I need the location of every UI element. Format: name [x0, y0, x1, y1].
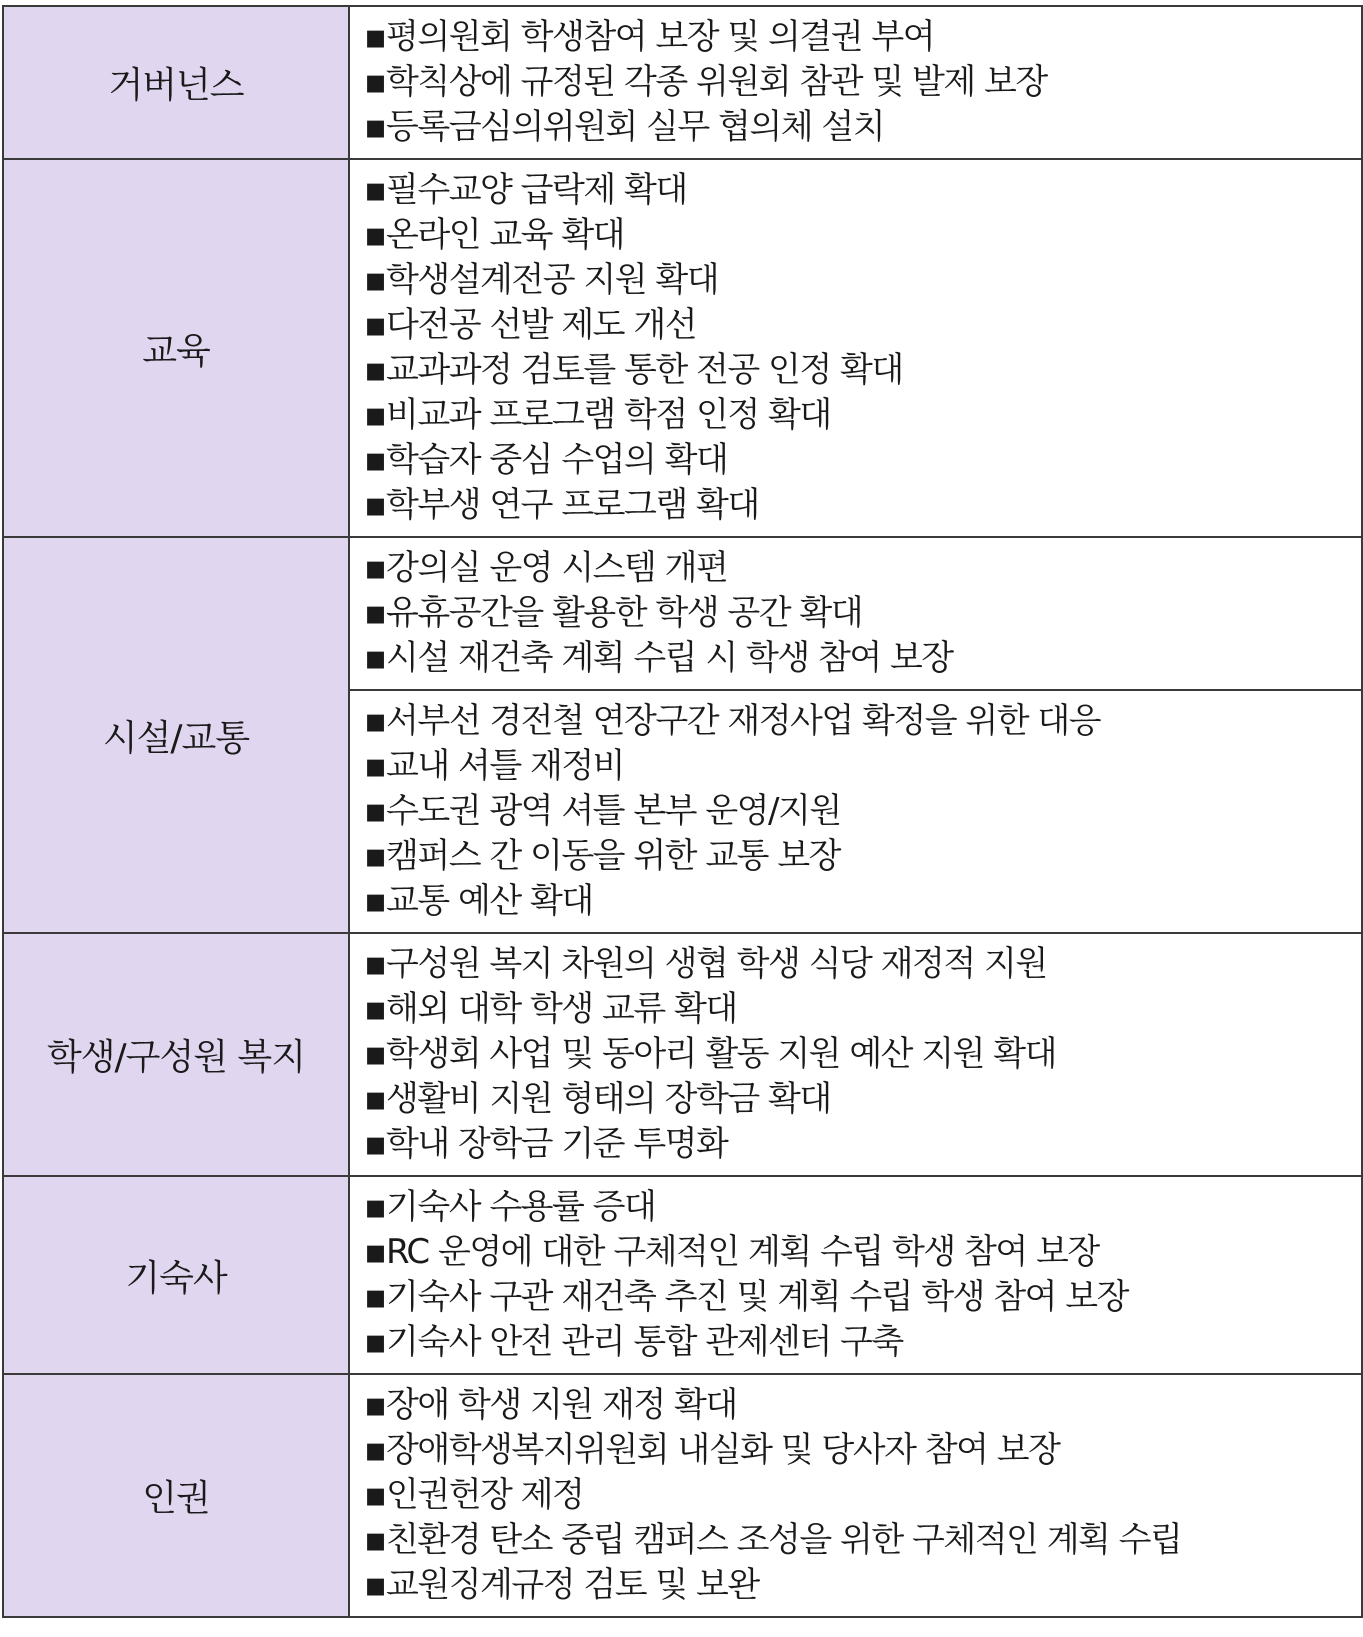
list-item [364, 60, 1361, 105]
bullet-icon: ▪ [364, 305, 386, 345]
table-row [3, 1374, 1362, 1617]
table-row [3, 933, 1362, 1176]
items-cell [349, 690, 1362, 933]
list-item-text: 필수교양 급락제 확대 [386, 170, 687, 210]
bullet-icon: ▪ [364, 17, 386, 57]
list-item [364, 1320, 1361, 1365]
category-cell: 학생/구성원 복지 [3, 933, 349, 1176]
list-item-text: 기숙사 수용률 증대 [386, 1187, 656, 1227]
bullet-icon: ▪ [364, 791, 386, 831]
list-item [364, 879, 1361, 924]
table-row [3, 537, 1362, 690]
items-cell [349, 1176, 1362, 1374]
item-list [364, 1185, 1361, 1365]
list-item-text: RC 운영에 대한 구체적인 계획 수립 학생 참여 보장 [386, 1232, 1099, 1272]
bullet-icon: ▪ [364, 548, 386, 588]
list-item [364, 591, 1361, 636]
bullet-icon: ▪ [364, 1520, 386, 1560]
list-item [364, 1428, 1361, 1473]
list-item-text: 온라인 교육 확대 [386, 215, 625, 255]
items-cell [349, 6, 1362, 159]
list-item-text: 장애 학생 지원 재정 확대 [386, 1385, 737, 1425]
bullet-icon: ▪ [364, 260, 386, 300]
list-item [364, 105, 1361, 150]
items-cell [349, 537, 1362, 690]
table-row [3, 6, 1362, 159]
list-item-text: 인권헌장 제정 [386, 1475, 584, 1515]
list-item [364, 744, 1361, 789]
list-item [364, 213, 1361, 258]
item-list [364, 699, 1361, 924]
list-item-text: 수도권 광역 셔틀 본부 운영/지원 [386, 791, 841, 831]
list-item [364, 942, 1361, 987]
list-item-text: 친환경 탄소 중립 캠퍼스 조성을 위한 구체적인 계획 수립 [386, 1520, 1182, 1560]
list-item-text: 생활비 지원 형태의 장학금 확대 [386, 1079, 831, 1119]
bullet-icon: ▪ [364, 1124, 386, 1164]
list-item-text: 학부생 연구 프로그램 확대 [386, 485, 759, 525]
list-item [364, 546, 1361, 591]
list-item-text: 장애학생복지위원회 내실화 및 당사자 참여 보장 [386, 1430, 1060, 1470]
item-list [364, 546, 1361, 681]
list-item-text: 교통 예산 확대 [386, 881, 593, 921]
bullet-icon: ▪ [364, 485, 386, 525]
list-item-text: 평의원회 학생참여 보장 및 의결권 부여 [386, 17, 935, 57]
bullet-icon: ▪ [364, 1385, 386, 1425]
list-item [364, 636, 1361, 681]
list-item [364, 699, 1361, 744]
list-item [364, 987, 1361, 1032]
item-list [364, 942, 1361, 1167]
list-item-text: 기숙사 안전 관리 통합 관제센터 구축 [386, 1322, 903, 1362]
bullet-icon: ▪ [364, 107, 386, 147]
item-list [364, 1383, 1361, 1608]
items-cell [349, 1374, 1362, 1617]
bullet-icon: ▪ [364, 593, 386, 633]
bullet-icon: ▪ [364, 350, 386, 390]
list-item-text: 학칙상에 규정된 각종 위원회 참관 및 발제 보장 [386, 62, 1047, 102]
bullet-icon: ▪ [364, 1430, 386, 1470]
bullet-icon: ▪ [364, 836, 386, 876]
list-item [364, 168, 1361, 213]
list-item [364, 348, 1361, 393]
bullet-icon: ▪ [364, 1079, 386, 1119]
list-item-text: 학생설계전공 지원 확대 [386, 260, 719, 300]
list-item-text: 비교과 프로그램 학점 인정 확대 [386, 395, 831, 435]
list-item-text: 구성원 복지 차원의 생협 학생 식당 재정적 지원 [386, 944, 1047, 984]
bullet-icon: ▪ [364, 1322, 386, 1362]
table-row [3, 159, 1362, 537]
list-item-text: 서부선 경전철 연장구간 재정사업 확정을 위한 대응 [386, 701, 1101, 741]
category-cell: 거버넌스 [3, 6, 349, 159]
bullet-icon: ▪ [364, 1034, 386, 1074]
list-item [364, 15, 1361, 60]
list-item [364, 483, 1361, 528]
list-item [364, 438, 1361, 483]
list-item [364, 393, 1361, 438]
item-list [364, 15, 1361, 150]
list-item-text: 등록금심의위원회 실무 협의체 설치 [386, 107, 885, 147]
category-cell: 시설/교통 [3, 537, 349, 933]
list-item [364, 303, 1361, 348]
list-item [364, 789, 1361, 834]
bullet-icon: ▪ [364, 638, 386, 678]
policy-table [2, 5, 1363, 1618]
policy-table-body [3, 6, 1362, 1617]
bullet-icon: ▪ [364, 440, 386, 480]
list-item-text: 교원징계규정 검토 및 보완 [386, 1565, 759, 1605]
list-item-text: 해외 대학 학생 교류 확대 [386, 989, 737, 1029]
bullet-icon: ▪ [364, 62, 386, 102]
bullet-icon: ▪ [364, 989, 386, 1029]
list-item-text: 시설 재건축 계획 수립 시 학생 참여 보장 [386, 638, 953, 678]
bullet-icon: ▪ [364, 395, 386, 435]
bullet-icon: ▪ [364, 1187, 386, 1227]
list-item-text: 학생회 사업 및 동아리 활동 지원 예산 지원 확대 [386, 1034, 1056, 1074]
table-row [3, 1176, 1362, 1374]
list-item [364, 1077, 1361, 1122]
list-item [364, 1518, 1361, 1563]
list-item [364, 1122, 1361, 1167]
category-cell: 기숙사 [3, 1176, 349, 1374]
bullet-icon: ▪ [364, 215, 386, 255]
list-item-text: 학내 장학금 기준 투명화 [386, 1124, 728, 1164]
category-cell: 교육 [3, 159, 349, 537]
bullet-icon: ▪ [364, 746, 386, 786]
item-list [364, 168, 1361, 528]
bullet-icon: ▪ [364, 1277, 386, 1317]
list-item [364, 1563, 1361, 1608]
bullet-icon: ▪ [364, 170, 386, 210]
bullet-icon: ▪ [364, 944, 386, 984]
list-item [364, 1275, 1361, 1320]
list-item [364, 1473, 1361, 1518]
bullet-icon: ▪ [364, 701, 386, 741]
category-cell: 인권 [3, 1374, 349, 1617]
list-item [364, 1185, 1361, 1230]
list-item-text: 기숙사 구관 재건축 추진 및 계획 수립 학생 참여 보장 [386, 1277, 1128, 1317]
list-item-text: 다전공 선발 제도 개선 [386, 305, 697, 345]
list-item [364, 258, 1361, 303]
list-item-text: 교내 셔틀 재정비 [386, 746, 625, 786]
bullet-icon: ▪ [364, 881, 386, 921]
bullet-icon: ▪ [364, 1232, 386, 1272]
list-item-text: 강의실 운영 시스템 개편 [386, 548, 728, 588]
list-item [364, 1383, 1361, 1428]
list-item-text: 교과과정 검토를 통한 전공 인정 확대 [386, 350, 903, 390]
list-item-text: 캠퍼스 간 이동을 위한 교통 보장 [386, 836, 841, 876]
list-item [364, 1230, 1361, 1275]
bullet-icon: ▪ [364, 1565, 386, 1605]
bullet-icon: ▪ [364, 1475, 386, 1515]
items-cell [349, 159, 1362, 537]
list-item [364, 834, 1361, 879]
list-item [364, 1032, 1361, 1077]
items-cell [349, 933, 1362, 1176]
list-item-text: 학습자 중심 수업의 확대 [386, 440, 728, 480]
list-item-text: 유휴공간을 활용한 학생 공간 확대 [386, 593, 863, 633]
